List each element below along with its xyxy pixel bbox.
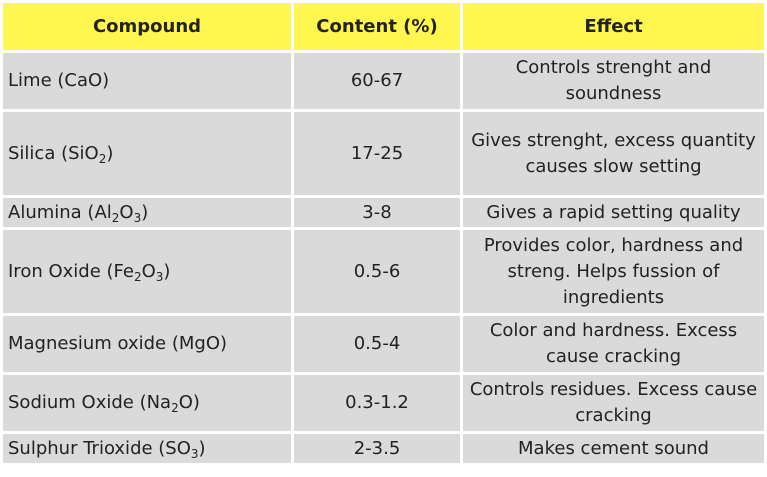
content-cell: 17-25 — [294, 112, 460, 195]
compound-name-mid: O — [119, 201, 134, 223]
table-row — [3, 230, 764, 313]
effect-cell: Controls residues. Excess cause cracking — [463, 375, 764, 431]
header-row — [3, 3, 764, 50]
table-row — [3, 53, 764, 109]
table-row — [3, 434, 764, 463]
header-compound: Compound — [3, 3, 291, 50]
formula-subscript: 2 — [111, 210, 120, 225]
content-cell: 0.5-6 — [294, 230, 460, 313]
content-cell: 0.5-4 — [294, 316, 460, 372]
compound-name: Sulphur Trioxide (SO — [8, 437, 191, 459]
formula-subscript: 3 — [190, 446, 199, 461]
compound-name-rest: ) — [198, 437, 206, 459]
formula-subscript: 2 — [98, 151, 107, 166]
effect-cell: Makes cement sound — [463, 434, 764, 463]
effect-cell: Gives strenght, excess quantity causes slow setting — [463, 112, 764, 195]
formula-subscript: 2 — [133, 269, 142, 284]
compound-name-rest: ) — [163, 260, 171, 282]
compound-name: Silica (SiO — [8, 142, 99, 164]
compound-name: Sodium Oxide (Na — [8, 392, 172, 413]
content-cell: 3-8 — [294, 198, 460, 227]
formula-subscript: 2 — [171, 401, 179, 415]
header-content: Content (%) — [294, 3, 460, 50]
compound-cell — [3, 198, 291, 227]
content-cell: 60-67 — [294, 53, 460, 109]
compound-cell — [3, 434, 291, 463]
compound-cell — [3, 112, 291, 195]
compound-name-rest: O) — [178, 392, 200, 413]
effect-cell: Controls strenght and soundness — [463, 53, 764, 109]
compound-name-rest: ) — [106, 142, 114, 164]
formula-subscript: 3 — [155, 269, 164, 284]
header-effect: Effect — [463, 3, 764, 50]
compound-name: Lime (CaO) — [8, 70, 110, 91]
table-row — [3, 198, 764, 227]
content-cell: 0.3-1.2 — [294, 375, 460, 431]
compound-name-mid: O — [141, 260, 156, 282]
effect-cell: Provides color, hardness and streng. Helps fussion of ingredients — [463, 230, 764, 313]
compound-name: Alumina (Al — [8, 201, 112, 223]
table-row — [3, 112, 764, 195]
content-cell: 2-3.5 — [294, 434, 460, 463]
compound-name: Iron Oxide (Fe — [8, 260, 134, 282]
compound-cell — [3, 53, 291, 109]
table-row — [3, 316, 764, 372]
compound-name: Magnesium oxide (MgO) — [8, 333, 228, 354]
compound-cell — [3, 375, 291, 431]
formula-subscript: 3 — [133, 210, 142, 225]
table-row — [3, 375, 764, 431]
compound-cell — [3, 230, 291, 313]
compound-name-rest: ) — [141, 201, 149, 223]
effect-cell: Gives a rapid setting quality — [463, 198, 764, 227]
compound-cell — [3, 316, 291, 372]
effect-cell: Color and hardness. Excess cause cracking — [463, 316, 764, 372]
